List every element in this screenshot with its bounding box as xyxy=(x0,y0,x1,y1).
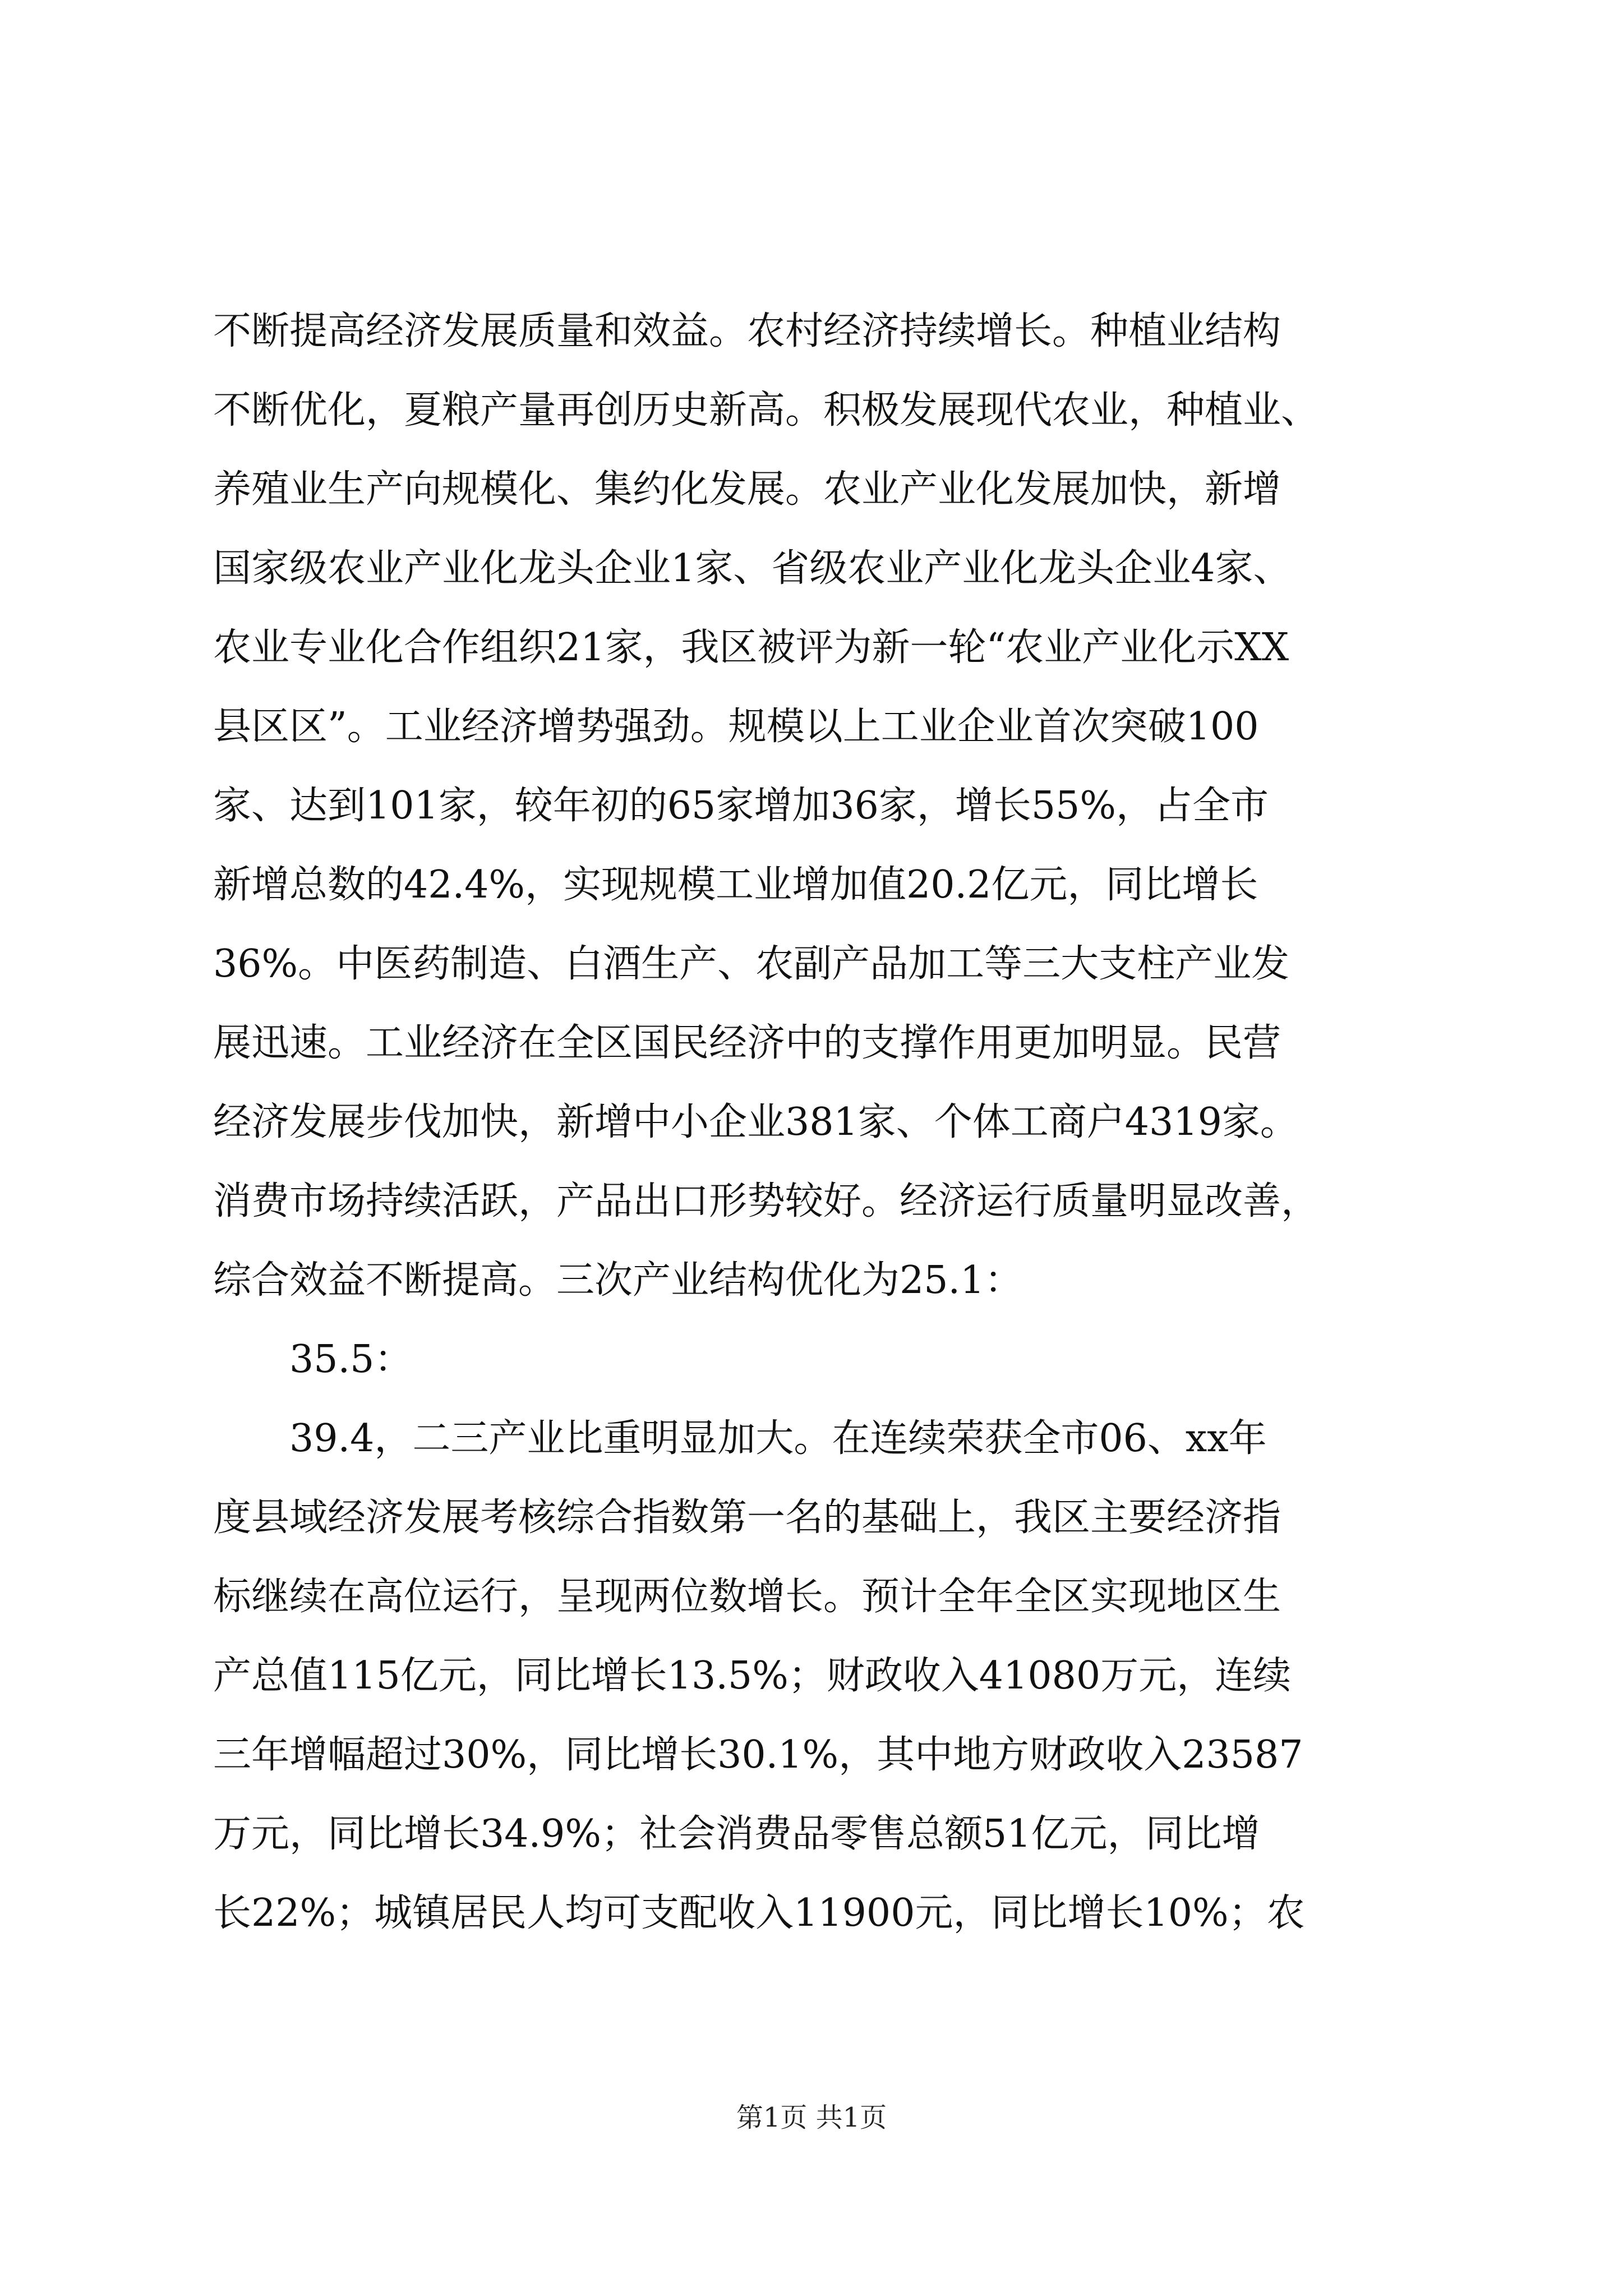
text-line: 长22%；城镇居民人均可支配收入11900元，同比增长10%；农 xyxy=(213,1891,1305,1935)
text-line: 县区区”。工业经济增势强劲。规模以上工业企业首次突破100 xyxy=(213,705,1259,749)
text-line: 展迅速。工业经济在全区国民经济中的支撑作用更加明显。民营 xyxy=(213,1021,1281,1065)
text-line-indented: 35.5： xyxy=(289,1337,413,1382)
text-line: 消费市场持续活跃，产品出口形势较好。经济运行质量明显改善， xyxy=(213,1179,1320,1223)
text-line: 产总值115亿元，同比增长13.5%；财政收入41080万元，连续 xyxy=(213,1654,1292,1698)
text-line: 标继续在高位运行，呈现两位数增长。预计全年全区实现地区生 xyxy=(213,1575,1281,1619)
text-line: 新增总数的42.4%，实现规模工业增加值20.2亿元，同比增长 xyxy=(213,863,1258,907)
text-line: 农业专业化合作组织21家，我区被评为新一轮“农业产业化示XX xyxy=(213,625,1289,670)
text-line: 综合效益不断提高。三次产业结构优化为25.1： xyxy=(213,1258,1023,1303)
page-number-footer: 第1页 共1页 xyxy=(736,2102,887,2133)
text-line-indented: 39.4，二三产业比重明显加大。在连续荣获全市06、xx年 xyxy=(289,1416,1267,1461)
text-line: 经济发展步伐加快，新增中小企业381家、个体工商户4319家。 xyxy=(213,1100,1298,1144)
text-line: 养殖业生产向规模化、集约化发展。农业产业化发展加快，新增 xyxy=(213,467,1281,512)
text-line: 度县域经济发展考核综合指数第一名的基础上，我区主要经济指 xyxy=(213,1496,1281,1540)
text-line: 不断优化，夏粮产量再创历史新高。积极发展现代农业，种植业、 xyxy=(213,388,1320,432)
text-line: 不断提高经济发展质量和效益。农村经济持续增长。种植业结构 xyxy=(213,309,1281,353)
document-body xyxy=(213,292,1413,1953)
text-line: 家、达到101家，较年初的65家增加36家，增长55%，占全市 xyxy=(213,784,1269,828)
text-line: 三年增幅超过30%，同比增长30.1%，其中地方财政收入23587 xyxy=(213,1733,1303,1777)
text-line: 万元，同比增长34.9%；社会消费品零售总额51亿元，同比增 xyxy=(213,1812,1260,1856)
text-line: 36%。中医药制造、白酒生产、农副产品加工等三大支柱产业发 xyxy=(213,942,1290,986)
text-line: 国家级农业产业化龙头企业1家、省级农业产业化龙头企业4家、 xyxy=(213,546,1292,591)
